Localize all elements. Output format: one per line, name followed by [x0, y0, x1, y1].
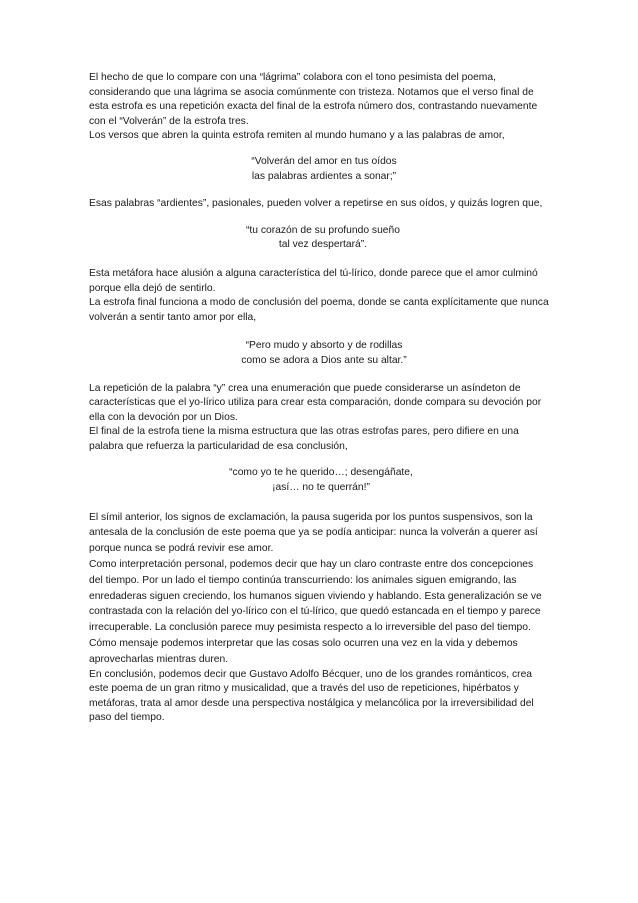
paragraph-quinta-estrofa: Los versos que abren la quinta estrofa remiten al mundo humano y a las palabras de amor, — [89, 130, 505, 142]
paragraph-simil: El símil anterior, los signos de exclamación, la pausa sugerida por los puntos suspensivos, son la antesala de la conclusión de este poema que ya se podía anticipar: nunca la volverán a querer así porque nunca se podrá revivir ese amor. — [89, 511, 538, 555]
verse-line: “Pero mudo y absorto y de rodillas — [245, 340, 403, 352]
verse-line: “como yo te he querido…; desengáñate, — [229, 467, 413, 479]
verse-line: “tu corazón de su profundo sueño — [246, 224, 400, 236]
paragraph-palabras-ardientes: Esas palabras “ardientes”, pasionales, pueden volver a repetirse en sus oídos, y quizás logren que, — [89, 198, 543, 210]
verse-line: como se adora a Dios ante su altar.” — [241, 354, 407, 366]
paragraph-estrofa-final: La estrofa final funciona a modo de conclusión del poema, donde se canta explícitamente que nunca volverán a sentir tanto amor por ella, — [89, 297, 549, 323]
paragraph-interpretacion: Como interpretación personal, podemos decir que hay un claro contraste entre dos concepciones del tiempo. Por un lado el tiempo continúa transcurriendo: los animales siguen emigrando, las enredaderas siguen creciendo, los humanos siguen viviendo y hablando. Esta generalización se ve contrastada con la relación del yo-lírico con el tú-lírico, que quedó estancada en el tiempo y parece irrecuperable. La conclusión parece muy pesimista respecto a lo irreversible del paso del tiempo. Cómo mensaje podemos interpretar que las cosas solo ocurren una vez en la vida y debemos aprovecharlas mientras duren. — [89, 559, 542, 665]
verse-quote-volveran — [89, 155, 549, 184]
paragraph-lagrima: El hecho de que lo compare con una “lágrima” colabora con el tono pesimista del poema, considerando que una lágrima se asocia comúnmente con tristeza. Notamos que el verso final de esta estrofa es una repetición exacta del final de la estrofa número dos, contrastando nuevamente con el “Volverán” de la estrofa tres. — [89, 72, 538, 127]
verse-line: ¡así… no te querrán!” — [272, 482, 370, 494]
paragraph-metafora: Esta metáfora hace alusión a alguna característica del tú-lírico, donde parece que el amor culminó porque ella dejó de sentirlo. — [89, 267, 538, 294]
paragraph-asindeton: La repetición de la palabra “y” crea una enumeración que puede considerarse un asíndeton de características que el yo-lírico utiliza para crear esta comparación, donde compara su devoción por ella con la devoción por un Dios. — [89, 382, 542, 423]
verse-quote-corazon — [89, 224, 549, 253]
verse-line: tal vez despertará”. — [278, 239, 368, 251]
verse-quote-desenganate — [89, 466, 549, 495]
verse-line: las palabras ardientes a sonar;” — [251, 170, 397, 182]
paragraph-estrofas-pares: El final de la estrofa tiene la misma estructura que las otras estrofas pares, pero difiere en una palabra que refuerza la particularidad de esa conclusión, — [89, 426, 519, 452]
verse-quote-mudo-absorto — [89, 339, 549, 368]
paragraph-conclusion: En conclusión, podemos decir que Gustavo Adolfo Bécquer, uno de los grandes románticos, crea este poema de un gran ritmo y musicalidad, que a través del uso de repeticiones, hipérbatos y metáforas, trata al amor desde una perspectiva nostálgica y melancólica por la irreversibilidad del paso del tiempo. — [89, 668, 534, 724]
verse-line: “Volverán del amor en tus oídos — [251, 155, 397, 167]
document-body — [89, 71, 549, 726]
